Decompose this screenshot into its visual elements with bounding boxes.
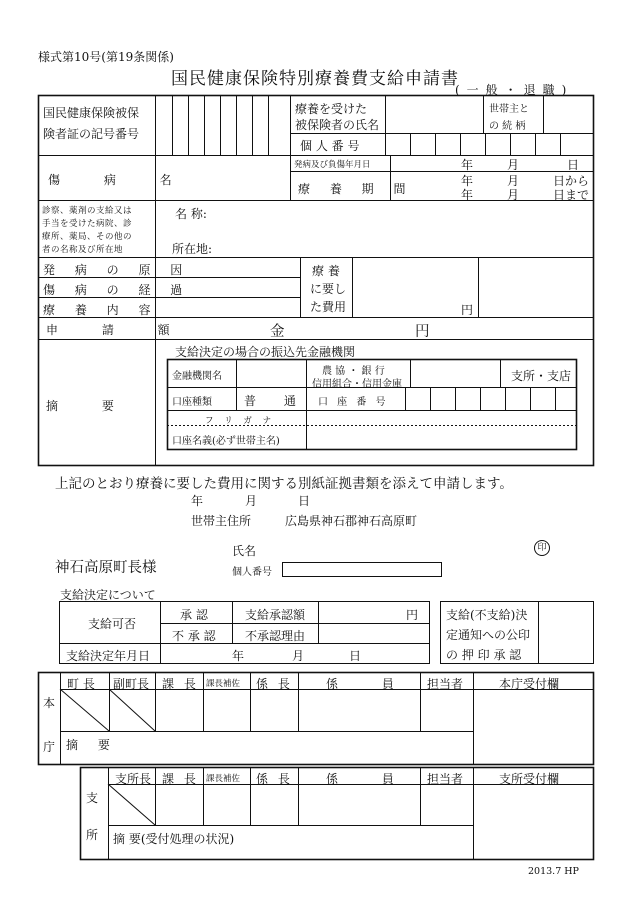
onset-day: 日 [567,158,580,172]
period-from: 日から [553,174,590,188]
approved-option[interactable]: 承 認 [180,608,208,622]
period-until: 日まで [553,188,590,202]
notice-approval-label-3: の 押 印 承 認 [446,648,522,662]
account-number-label: 口 座 番 号 [318,397,389,408]
declaration-month: 月 [245,494,258,508]
version-footer: 2013.7 HP [528,866,579,877]
declaration-text: 上記のとおり療養に要した費用に関する別紙証拠書類を添えて申請します。 [55,476,513,492]
main-office-label: 本 [43,696,56,710]
name-label: 氏名 [232,544,257,558]
col-deputy-mayor: 副町長 [113,677,150,691]
col-assistant-chief: 課長補佐 [206,679,241,689]
account-holder-label: 口座名義(必ず世帯主名) [172,436,280,447]
period-to-month: 月 [507,188,520,202]
institution-label: 金融機関名 [172,371,222,382]
main-reception-label: 本庁受付欄 [499,677,560,691]
cost-yen: 円 [461,303,474,317]
remarks-label: 摘 要 [46,399,134,413]
approval-label: 支給可否 [88,617,137,631]
provider-label-4: 者の名称及び所在地 [42,245,124,255]
col-branch-subsection-chief: 係 長 [256,772,293,786]
account-holder-field[interactable] [307,426,576,449]
onset-date-label: 発病及び負傷年月日 [294,160,371,170]
col-branch-in-charge: 担当者 [427,772,464,786]
addressee: 神石高原町長様 [55,560,157,576]
decision-year: 年 [232,649,245,663]
period-from-month: 月 [507,174,520,188]
insurance-card-label: 国民健康保険被保 [43,106,140,120]
period-from-year: 年 [461,174,474,188]
cost-label-3: た費用 [310,300,347,314]
branch-summary-label: 摘 要(受付処理の状況) [113,832,235,846]
treatment-period-label: 療 養 期 間 [298,182,414,196]
not-approved-option[interactable]: 不 承 認 [172,629,216,643]
claim-gold: 金 [270,324,285,340]
form-number: 様式第10号(第19条関係) [38,50,174,64]
provider-label: 診察、薬剤の支給又は [42,206,133,216]
branch-reception-label: 支所受付欄 [499,772,560,786]
approved-amount-label: 支給承認額 [245,608,306,622]
declaration-day: 日 [298,494,311,508]
col-in-charge: 担当者 [427,677,464,691]
col-subsection-chief: 係 長 [256,677,293,691]
progress-label: 傷 病 の 経 過 [43,283,191,297]
decision-heading: 支給決定について [60,588,156,602]
household-relation-label: 世帯主と [489,104,529,115]
address-value: 広島県神石郡神石高原町 [285,514,418,528]
cause-label: 発 病 の 原 因 [43,263,191,277]
period-to-year: 年 [461,188,474,202]
claim-label: 申 請 額 [46,323,190,337]
furigana-label: フ リ ガ ナ [205,416,276,426]
onset-month: 月 [507,158,520,172]
cost-label-2: に要し [310,282,347,296]
bank-types-2: 信用組合・信用金庫 [312,379,402,390]
main-office-label-2: 庁 [43,740,56,754]
insurance-card-number-field[interactable] [156,96,290,155]
account-type-label: 口座種類 [172,397,212,408]
col-branch-assistant-chief: 課長補佐 [206,774,241,784]
cost-label: 療 養 [312,264,340,278]
branch-office-label-2: 所 [86,828,99,842]
household-relation-label-2: の 続 柄 [489,121,526,132]
insurance-kind: (一般・退職) [455,83,574,97]
declaration-personal-number-field[interactable] [282,562,442,577]
col-branch-section-chief: 課 長 [162,772,199,786]
provider-label-2: 手当を受けた病院、診 [42,219,133,229]
decision-month: 月 [292,649,305,663]
form-title: 国民健康保険特別療養費支給申請書 [171,69,459,89]
account-type-value: 普 通 [244,394,308,408]
notice-approval-label-2: 定通知への公印 [446,628,531,642]
provider-name-label: 名 称: [175,207,207,221]
bank-types: 農 協 ・ 銀 行 [322,366,385,377]
main-summary-label: 摘 要 [66,738,118,752]
household-relation-field[interactable] [544,96,593,133]
decision-day: 日 [349,649,362,663]
col-section-chief: 課 長 [162,677,199,691]
insurance-card-label-2: 険者証の記号番号 [43,127,140,141]
seal-mark: 印 [534,540,550,556]
bank-heading: 支給決定の場合の振込先金融機関 [175,345,356,359]
decision-date-label: 支給決定年月日 [66,649,151,663]
onset-year: 年 [461,158,474,172]
provider-address-label: 所在地: [172,242,213,256]
personal-number-field[interactable] [386,134,593,155]
claim-yen: 円 [415,324,430,340]
denial-reason-label: 不承認理由 [245,629,306,643]
address-label: 世帯主住所 [191,514,252,528]
recipient-name-field[interactable] [386,96,483,133]
declaration-personal-number-label: 個人番号 [232,567,272,578]
col-branch-head: 支所長 [115,772,152,786]
branch-office-label: 支 [86,791,99,805]
branch-types: 支所・支店 [511,369,572,383]
col-staff: 係 員 [326,677,414,691]
recipient-name-label: 療養を受けた [295,102,368,116]
recipient-name-label-2: 被保険者の氏名 [295,118,380,132]
treatment-label: 療 養 内 容 [43,303,159,317]
injury-label: 傷 病 名 [48,173,192,187]
approved-amount-yen: 円 [406,608,419,622]
personal-number-label: 個 人 番 号 [300,139,360,153]
notice-approval-label: 支給(不支給)決 [446,608,528,622]
col-branch-staff: 係 員 [326,772,414,786]
injury-field[interactable] [156,156,290,200]
col-mayor: 町 長 [67,677,95,691]
declaration-year: 年 [191,494,204,508]
provider-label-3: 療所、薬局、その他の [42,232,133,242]
